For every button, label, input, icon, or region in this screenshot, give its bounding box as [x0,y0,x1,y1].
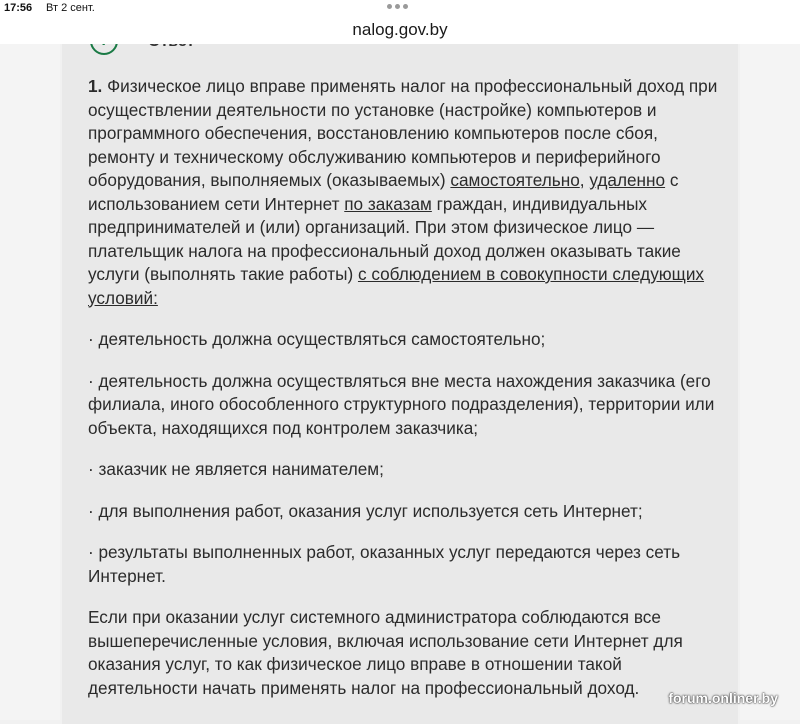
status-bar [0,0,800,16]
paragraph-number: 1. [88,76,103,96]
page-background-left [0,44,60,720]
underlined-term: по заказам [344,193,432,214]
page-background-right [740,44,800,720]
condition-item: · результаты выполненных работ, оказанных услуг передаются через сеть Интернет. [88,542,681,586]
paragraph-text: , [579,170,590,190]
underlined-term: с соблюдением в совокупности следующих условий: [88,264,705,308]
url-text: nalog.gov.by [352,20,448,39]
watermark: forum.onliner.by [668,690,778,706]
underlined-term: удаленно [589,170,666,190]
condition-item: · заказчик не является нанимателем; [88,459,384,479]
more-options-icon[interactable] [387,4,408,9]
status-date: Вт 2 сент. [46,2,95,14]
status-time: 17:56 [4,2,33,14]
paragraph-text: Физическое лицо вправе применять налог на профессиональный доход при осуществлении деятельности по установке (настройке) компьютеров и программного обеспечения, восстановлению компьютеров после сбоя, ремонту и техническому обслуживанию компьютеров и периферийного оборудования, выполняемых (оказываемых) [88,76,718,190]
condition-item: · деятельность должна осуществляться вне места нахождения заказчика (его филиала, иного обособленного структурного подразделения), территории или объекта, находящихся под контролем заказчика; [88,370,715,438]
condition-item: · деятельность должна осуществляться самостоятельно; [88,329,546,349]
conclusion-paragraph: Если при оказании услуг системного администратора соблюдаются все вышеперечисленные условия, включая использование сети Интернет для оказания услуг, то как физическое лицо вправе в отношении такой деятельности начать применять налог на профессиональный доход. [88,607,683,698]
paragraph-text: с использованием сети Интернет [88,170,679,214]
underlined-term: самостоятельно [450,170,580,190]
condition-item: · для выполнения работ, оказания услуг используется сеть Интернет; [88,500,643,521]
paragraph-text: граждан, индивидуальных предпринимателей и (или) организаций. При этом физическое лицо — плательщик налога на профессиональный доход должен оказывать такие услуги (выполнять такие работы) [88,193,681,284]
paragraph-1 [88,75,728,310]
answer-content [88,75,728,700]
address-bar[interactable] [0,16,800,44]
